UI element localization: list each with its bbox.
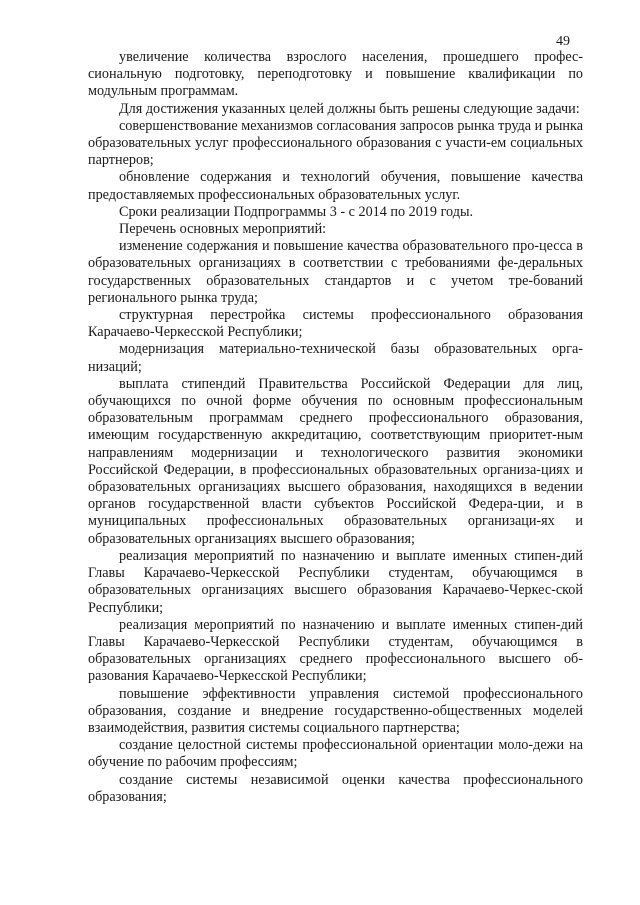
paragraph: создание системы независимой оценки качества профессионального образования; [88, 771, 583, 805]
paragraph: Для достижения указанных целей должны быть решены следующие задачи: [119, 100, 580, 117]
paragraph: реализация мероприятий по назначению и выплате именных стипен-дий Главы Карачаево-Черкесской Республики студентам, обучающимся в образовательных организациях среднего профессионального высшего об-разования Карачаево-Черкесской Республики; [88, 616, 583, 685]
paragraph: выплата стипендий Правительства Российской Федерации для лиц, обучающихся по очной форме обучения по основным профессиональным образовательным программам среднего профессионального образования, имеющим государственную аккредитацию, соответствующим приоритет-ным направлениям модернизации и технологического развития экономики Российской Федерации, в профессиональных образовательных организа-циях и образовательных организациях высшего образования, находящихся в ведении органов государственной власти субъектов Российской Федера-ции, и в муниципальных профессиональных образовательных организаци-ях и образовательных организациях высшего образования; [88, 375, 583, 547]
paragraph: повышение эффективности управления системой профессионального образования, создание и внедрение государственно-общественных моделей взаимодействия, развития системы социального партнерства; [88, 685, 583, 736]
paragraph: реализация мероприятий по назначению и выплате именных стипен-дий Главы Карачаево-Черкесской Республики студентам, обучающимся в образовательных организациях высшего образования Карачаево-Черкес-ской Республики; [88, 547, 583, 616]
paragraph: Перечень основных мероприятий: [119, 221, 327, 238]
paragraph: увеличение количества взрослого населения, прошедшего профес-сиональную подготовку, переподготовку и повышение квалификации по модульным программам. [88, 49, 583, 100]
paragraph: Сроки реализации Подпрограммы 3 - с 2014 по 2019 годы. [119, 203, 474, 220]
paragraph: изменение содержания и повышение качества образовательного про-цесса в образовательных организациях в соответствии с требованиями фе-деральных государственных образовательных стандартов и с учетом тре-бований регионального рынка труда; [88, 238, 583, 306]
paragraph: модернизация материально-технической базы образовательных орга-низаций; [88, 341, 583, 375]
document-body [88, 49, 583, 806]
page-number: 49 [556, 34, 570, 49]
paragraph: совершенствование механизмов согласования запросов рынка труда и рынка образовательных услуг профессионального образования с участи-ем социальных партнеров; [88, 117, 583, 169]
paragraph: структурная перестройка системы профессионального образования Карачаево-Черкесской Республики; [88, 307, 583, 341]
paragraph: обновление содержания и технологий обучения, повышение качества предоставляемых профессиональных образовательных услуг. [88, 169, 583, 203]
paragraph: создание целостной системы профессиональной ориентации моло-дежи на обучение по рабочим профессиям; [88, 737, 583, 771]
